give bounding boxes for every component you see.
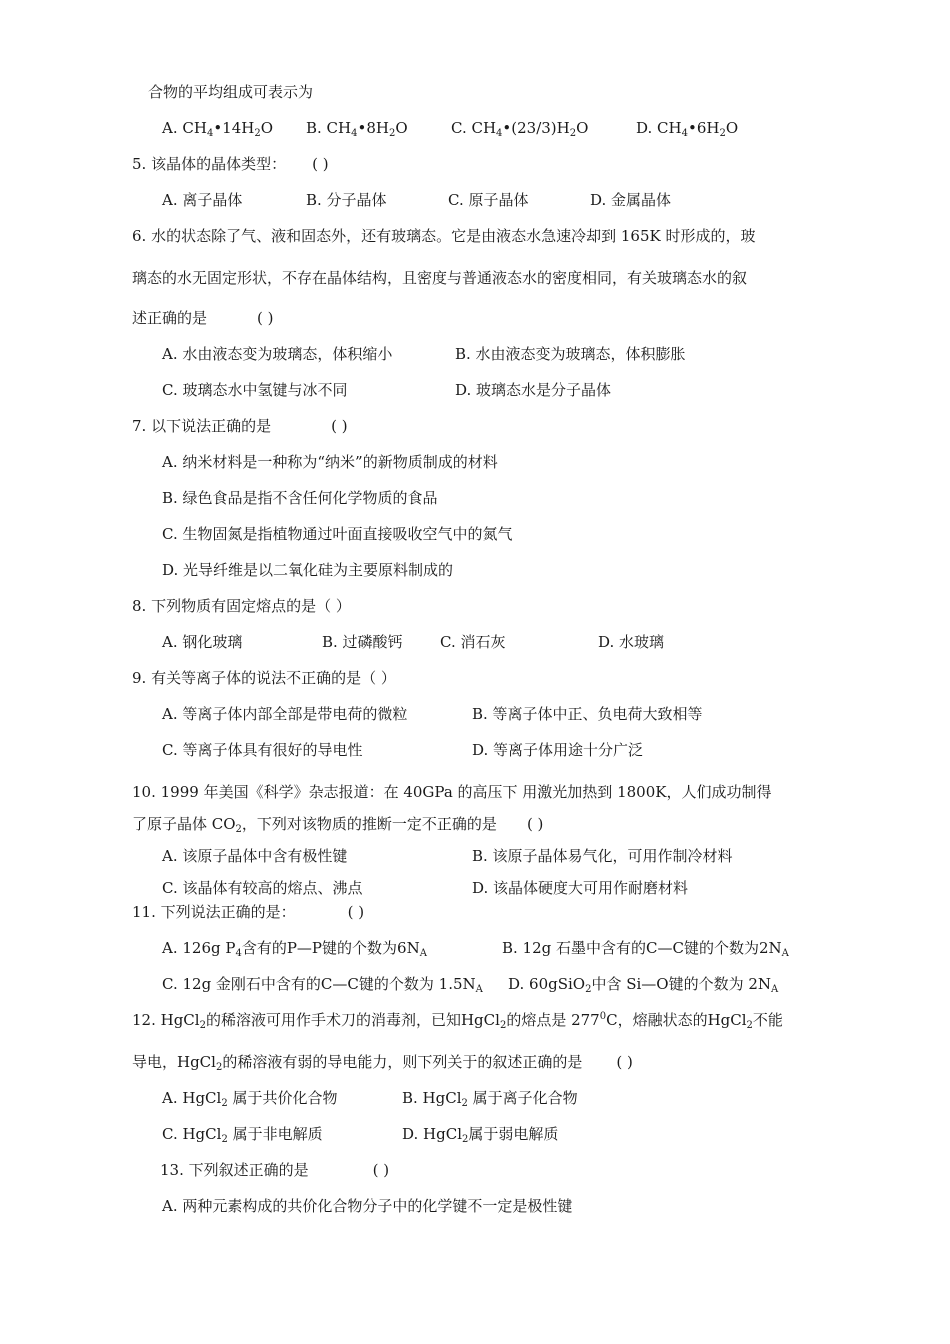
q7-option-b: B. 绿色食品是指不含任何化学物质的食品 xyxy=(162,489,438,507)
q5-option-d: D. 金属晶体 xyxy=(590,191,672,209)
q10-stem-line2: 了原子晶体 $CO_2$，下列对该物质的推断一定不正确的是 ( ) xyxy=(132,815,544,835)
q4-option-c: C. $CH_4•(23/3)H_2O$ xyxy=(451,119,589,139)
q9-option-b: B. 等离子体中正、负电荷大致相等 xyxy=(472,705,703,723)
q11-option-d: D. 60gSiO$_2$中含 Si—O键的个数为 $2N_A$ xyxy=(508,975,779,995)
q7-option-c: C. 生物固氮是指植物通过叶面直接吸收空气中的氮气 xyxy=(162,525,513,543)
q5-stem: 5. 该晶体的晶体类型： ( ) xyxy=(132,155,329,173)
q6-option-c: C. 玻璃态水中氢键与冰不同 xyxy=(162,381,348,399)
q4-option-b: B. $CH_4•8H_2O$ xyxy=(306,119,408,139)
q8-option-d: D. 水玻璃 xyxy=(598,633,665,651)
q8-option-a: A. 钢化玻璃 xyxy=(162,633,243,651)
q9-stem: 9. 有关等离子体的说法不正确的是（ ） xyxy=(132,669,396,687)
q10-option-b: B. 该原子晶体易气化，可用作制冷材料 xyxy=(472,847,733,865)
q6-option-d: D. 玻璃态水是分子晶体 xyxy=(455,381,612,399)
q4-option-a: A. $CH_4•14H_2O$ xyxy=(162,119,274,139)
q11-option-b: B. 12g 石墨中含有的C—C键的个数为$2N_A$ xyxy=(502,939,789,959)
q5-option-a: A. 离子晶体 xyxy=(162,191,243,209)
q6-stem-line3: 述正确的是 ( ) xyxy=(132,309,274,327)
q7-option-a: A. 纳米材料是一种称为“纳米”的新物质制成的材料 xyxy=(162,453,498,471)
q12-option-a: A. HgCl$_2$ 属于共价化合物 xyxy=(162,1089,338,1109)
q10-option-d: D. 该晶体硬度大可用作耐磨材料 xyxy=(472,879,689,897)
q9-option-c: C. 等离子体具有很好的导电性 xyxy=(162,741,363,759)
q13-stem: 13. 下列叙述正确的是 ( ) xyxy=(160,1161,390,1179)
q4-option-d: D. $CH_4•6H_2O$ xyxy=(636,119,739,139)
q8-option-c: C. 消石灰 xyxy=(440,633,506,651)
q12-option-d: D. HgCl$_2$属于弱电解质 xyxy=(402,1125,559,1145)
q11-option-a: A. 126g $P_4$含有的P—P键的个数为$6N_A$ xyxy=(162,939,427,959)
q8-stem: 8. 下列物质有固定熔点的是（ ） xyxy=(132,597,351,615)
q4-stem-tail: 合物的平均组成可表示为 xyxy=(148,83,314,101)
q6-option-b: B. 水由液态变为玻璃态，体积膨胀 xyxy=(455,345,686,363)
q10-option-a: A. 该原子晶体中含有极性键 xyxy=(162,847,348,865)
q9-option-d: D. 等离子体用途十分广泛 xyxy=(472,741,644,759)
q12-stem-line2: 导电，HgCl$_2$的稀溶液有弱的导电能力，则下列关于的叙述正确的是 ( ) xyxy=(132,1053,633,1073)
q8-option-b: B. 过磷酸钙 xyxy=(322,633,403,651)
q5-option-b: B. 分子晶体 xyxy=(306,191,387,209)
q7-option-d: D. 光导纤维是以二氧化硅为主要原料制成的 xyxy=(162,561,454,579)
q13-option-a: A. 两种元素构成的共价化合物分子中的化学键不一定是极性键 xyxy=(162,1197,573,1215)
q6-option-a: A. 水由液态变为玻璃态，体积缩小 xyxy=(162,345,393,363)
q11-option-c: C. 12g 金刚石中含有的C—C键的个数为 $1.5N_A$ xyxy=(162,975,483,995)
q12-option-b: B. HgCl$_2$ 属于离子化合物 xyxy=(402,1089,578,1109)
q6-stem-line1: 6. 水的状态除了气、液和固态外，还有玻璃态。它是由液态水急速冷却到 165K 时形成的，玻 xyxy=(132,227,756,245)
q12-option-c: C. HgCl$_2$ 属于非电解质 xyxy=(162,1125,323,1145)
q6-stem-line2: 璃态的水无固定形状，不存在晶体结构，且密度与普通液态水的密度相同，有关玻璃态水的叙 xyxy=(132,269,748,287)
q10-stem-line1: 10. 1999 年美国《科学》杂志报道：在 40GPa 的高压下 用激光加热到 1800K，人们成功制得 xyxy=(132,783,772,801)
q9-option-a: A. 等离子体内部全部是带电荷的微粒 xyxy=(162,705,408,723)
q12-stem-line1: 12. HgCl$_2$的稀溶液可用作手术刀的消毒剂，已知HgCl$_2$的熔点是 $277^0C$，熔融状态的HgCl$_2$不能 xyxy=(132,1011,783,1031)
q10-option-c: C. 该晶体有较高的熔点、沸点 xyxy=(162,879,363,897)
q5-option-c: C. 原子晶体 xyxy=(448,191,529,209)
q11-stem: 11. 下列说法正确的是： ( ) xyxy=(132,903,365,921)
q7-stem: 7. 以下说法正确的是 ( ) xyxy=(132,417,348,435)
